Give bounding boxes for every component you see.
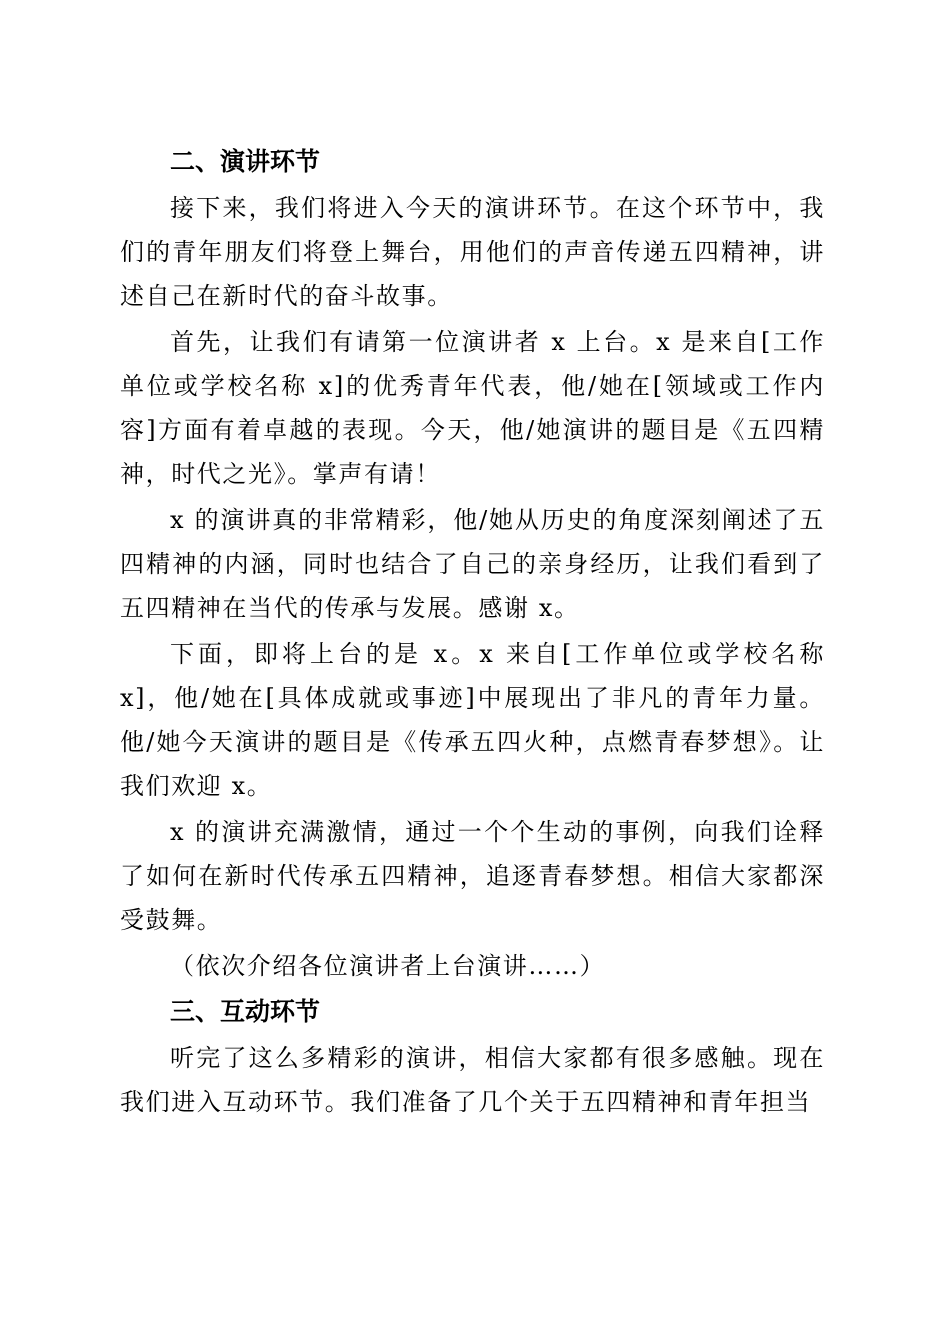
paragraph-interaction-intro: 听完了这么多精彩的演讲，相信大家都有很多感触。现在我们进入互动环节。我们准备了几个关于五四精神和青年担当 (120, 1044, 825, 1116)
section-heading-interaction: 三、互动环节 (170, 997, 321, 1026)
document-page (120, 140, 825, 1126)
paragraph-second-speaker: 下面，即将上台的是 x。x 来自[工作单位或学校名称 x]，他/她在[具体成就或事迹]中展现出了非凡的青年力量。他/她今天演讲的题目是《传承五四火种，点燃青春梦想》。让我们欢迎 x。 (120, 640, 825, 800)
paragraph-first-speaker-thanks: x 的演讲真的非常精彩，他/她从历史的角度深刻阐述了五四精神的内涵，同时也结合了自己的亲身经历，让我们看到了五四精神在当代的传承与发展。感谢 x。 (120, 506, 825, 622)
paragraph-first-speaker: 首先，让我们有请第一位演讲者 x 上台。x 是来自[工作单位或学校名称 x]的优秀青年代表，他/她在[领域或工作内容]方面有着卓越的表现。今天，他/她演讲的题目是《五四精神，时代之光》。掌声有请！ (120, 328, 825, 488)
section-heading-speech: 二、演讲环节 (170, 147, 321, 176)
paragraph-intro: 接下来，我们将进入今天的演讲环节。在这个环节中，我们的青年朋友们将登上舞台，用他们的声音传递五四精神，讲述自己在新时代的奋斗故事。 (120, 194, 825, 310)
paragraph-continue-note: （依次介绍各位演讲者上台演讲……） (170, 952, 606, 980)
paragraph-second-speaker-thanks: x 的演讲充满激情，通过一个个生动的事例，向我们诠释了如何在新时代传承五四精神，追逐青春梦想。相信大家都深受鼓舞。 (120, 818, 825, 934)
